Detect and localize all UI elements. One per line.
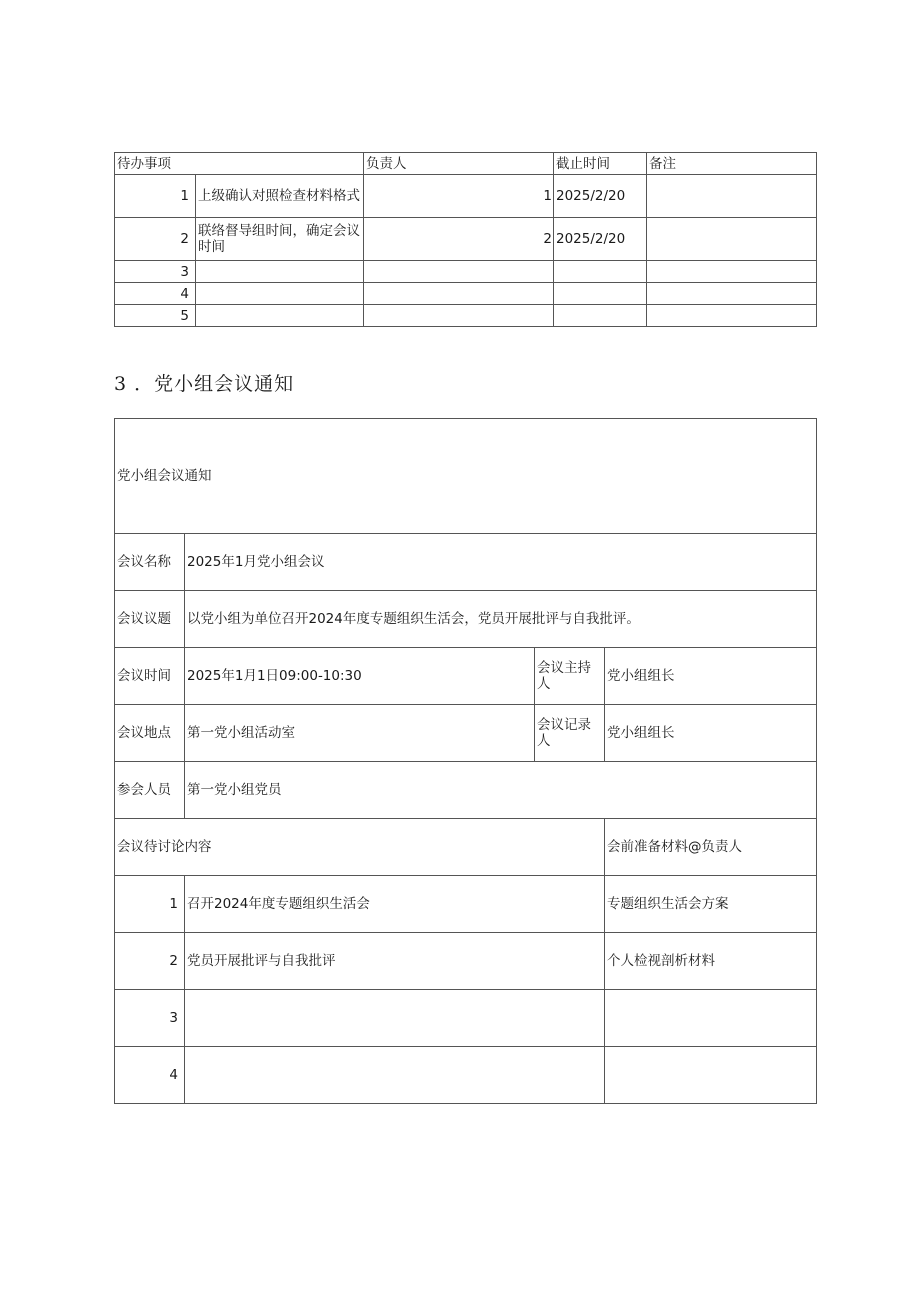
meeting-place-label: 会议地点 <box>115 705 185 762</box>
discussion-item-content: 党员开展批评与自我批评 <box>185 933 605 990</box>
todo-row-task: 联络督导组时间，确定会议时间 <box>196 218 364 261</box>
notice-header: 党小组会议通知 <box>115 419 817 534</box>
todo-row-number: 3 <box>115 261 196 283</box>
discussion-item-content <box>185 990 605 1047</box>
materials-label: 会前准备材料@负责人 <box>605 819 817 876</box>
todo-row-deadline <box>554 283 647 305</box>
todo-row-note <box>647 175 817 218</box>
todo-row-note <box>647 305 817 327</box>
todo-table <box>114 152 817 327</box>
todo-header-owner: 负责人 <box>364 153 554 175</box>
todo-row-number: 2 <box>115 218 196 261</box>
todo-row-owner <box>364 305 554 327</box>
table-row <box>115 283 817 305</box>
meeting-time-value: 2025年1月1日09:00-10:30 <box>185 648 535 705</box>
attendees-value: 第一党小组党员 <box>185 762 817 819</box>
meeting-topic-value: 以党小组为单位召开2024年度专题组织生活会，党员开展批评与自我批评。 <box>185 591 817 648</box>
meeting-place-value: 第一党小组活动室 <box>185 705 535 762</box>
meeting-recorder-label: 会议记录人 <box>535 705 605 762</box>
todo-row-task <box>196 283 364 305</box>
todo-row-owner <box>364 261 554 283</box>
meeting-name-value: 2025年1月党小组会议 <box>185 534 817 591</box>
discussion-item-number: 1 <box>115 876 185 933</box>
discussion-item-material <box>605 1047 817 1104</box>
discussion-item-number: 4 <box>115 1047 185 1104</box>
todo-row-note <box>647 261 817 283</box>
table-row <box>115 990 817 1047</box>
meeting-host-label: 会议主持人 <box>535 648 605 705</box>
notice-header-row <box>115 419 817 534</box>
discussion-header-row <box>115 819 817 876</box>
todo-row-deadline: 2025/2/20 <box>554 175 647 218</box>
discussion-item-material: 个人检视剖析材料 <box>605 933 817 990</box>
meeting-host-value: 党小组组长 <box>605 648 817 705</box>
todo-header-row <box>115 153 817 175</box>
meeting-name-label: 会议名称 <box>115 534 185 591</box>
discussion-item-material: 专题组织生活会方案 <box>605 876 817 933</box>
table-row <box>115 305 817 327</box>
discussion-item-number: 2 <box>115 933 185 990</box>
discussion-label: 会议待讨论内容 <box>115 819 605 876</box>
section-title: 3 ．党小组会议通知 <box>114 373 295 395</box>
meeting-recorder-value: 党小组组长 <box>605 705 817 762</box>
table-row <box>115 933 817 990</box>
todo-row-number: 1 <box>115 175 196 218</box>
todo-row-note <box>647 283 817 305</box>
meeting-topic-label: 会议议题 <box>115 591 185 648</box>
todo-row-owner: 1 <box>364 175 554 218</box>
table-row <box>115 1047 817 1104</box>
meeting-notice-table <box>114 418 817 1104</box>
todo-row-number: 5 <box>115 305 196 327</box>
discussion-item-material <box>605 990 817 1047</box>
meeting-topic-row <box>115 591 817 648</box>
todo-row-number: 4 <box>115 283 196 305</box>
todo-row-deadline <box>554 261 647 283</box>
discussion-item-content <box>185 1047 605 1104</box>
todo-row-task: 上级确认对照检查材料格式 <box>196 175 364 218</box>
table-row <box>115 218 817 261</box>
attendees-label: 参会人员 <box>115 762 185 819</box>
attendees-row <box>115 762 817 819</box>
todo-header-note: 备注 <box>647 153 817 175</box>
todo-header-task: 待办事项 <box>115 153 364 175</box>
todo-header-deadline: 截止时间 <box>554 153 647 175</box>
meeting-place-row <box>115 705 817 762</box>
todo-row-owner: 2 <box>364 218 554 261</box>
todo-row-task <box>196 261 364 283</box>
table-row <box>115 175 817 218</box>
todo-row-note <box>647 218 817 261</box>
discussion-item-number: 3 <box>115 990 185 1047</box>
discussion-item-content: 召开2024年度专题组织生活会 <box>185 876 605 933</box>
todo-row-owner <box>364 283 554 305</box>
table-row <box>115 876 817 933</box>
todo-row-deadline <box>554 305 647 327</box>
todo-row-deadline: 2025/2/20 <box>554 218 647 261</box>
meeting-name-row <box>115 534 817 591</box>
meeting-time-label: 会议时间 <box>115 648 185 705</box>
todo-row-task <box>196 305 364 327</box>
meeting-time-row <box>115 648 817 705</box>
table-row <box>115 261 817 283</box>
